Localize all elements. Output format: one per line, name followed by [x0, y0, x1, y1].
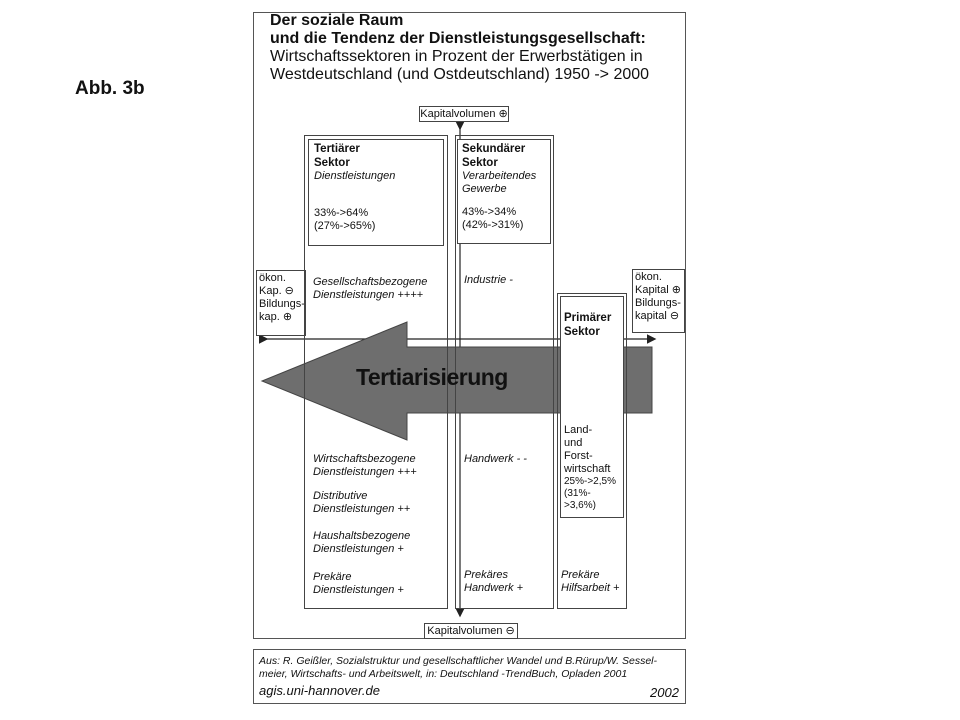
- axis-top-label: Kapitalvolumen ⊕: [420, 108, 508, 120]
- secondary-item-3: [464, 569, 552, 595]
- tertiary-item-3-line-2: Dienstleistungen ++: [313, 503, 411, 515]
- primary-value-east: (31%->3,6%): [564, 488, 596, 511]
- axis-right-line-1: ökon.: [635, 271, 662, 283]
- secondary-subtitle-2: Gewerbe: [462, 183, 507, 195]
- secondary-title-1: Sekundärer: [462, 143, 526, 155]
- axis-right-line-4: kapital ⊖: [635, 310, 680, 322]
- axis-right-label: [632, 269, 685, 333]
- tertiary-item-3: [313, 490, 445, 516]
- tertiary-item-1: [313, 276, 445, 302]
- axis-left-line-1: ökon.: [259, 272, 286, 284]
- title-line-4: Westdeutschland (und Ostdeutschland) 1950 -> 2000: [270, 66, 650, 83]
- tertiary-item-4-line-1: Haushaltsbezogene: [313, 530, 411, 542]
- source-citation: Aus: R. Geißler, Sozialstruktur und gesellschaftlicher Wandel und B.Rürup/W. Sessel-meier, Wirtschafts- und Arbeitswelt, in: Deutschland -TrendBuch, Opladen 2001: [259, 655, 658, 680]
- primary-item-1-line-1: Prekäre: [561, 569, 600, 581]
- axis-right-line-2: Kapital ⊕: [635, 284, 681, 296]
- tertiary-item-2: [313, 453, 445, 479]
- tertiary-item-5-line-2: Dienstleistungen +: [313, 584, 404, 596]
- secondary-item-2: Handwerk - -: [464, 453, 527, 465]
- primary-title-2: Sektor: [564, 325, 600, 338]
- source-year: 2002: [650, 685, 679, 700]
- title-line-3: Wirtschaftssektoren in Prozent der Erwerbstätigen in: [270, 48, 643, 65]
- secondary-value-east: (42%->31%): [462, 219, 524, 231]
- axis-bottom-label: Kapitalvolumen ⊖: [424, 623, 518, 639]
- secondary-item-3-line-2: Handwerk +: [464, 582, 524, 594]
- secondary-value-west: 43%->34%: [462, 206, 517, 218]
- primary-header-box: [560, 296, 624, 518]
- tertiary-subtitle: Dienstleistungen: [314, 170, 396, 182]
- figure-label: Abb. 3b: [75, 78, 145, 99]
- primary-value-west: 25%->2,5%: [564, 476, 616, 487]
- title-line-1: Der soziale Raum: [270, 12, 404, 29]
- axis-right-line-3: Bildungs-: [635, 297, 681, 309]
- tertiary-value-west: 33%->64%: [314, 207, 369, 219]
- axis-left-line-4: kap. ⊕: [259, 311, 293, 323]
- secondary-subtitle-1: Verarbeitendes: [462, 170, 537, 182]
- secondary-header-box: [457, 139, 551, 244]
- tertiary-item-2-line-1: Wirtschaftsbezogene: [313, 453, 416, 465]
- primary-title-1: Primärer: [564, 312, 612, 324]
- tertiary-item-2-line-2: Dienstleistungen +++: [313, 466, 417, 478]
- tertiary-item-1-line-1: Gesellschaftsbezogene: [313, 276, 428, 288]
- tertiary-item-5-line-1: Prekäre: [313, 571, 352, 583]
- tertiary-item-1-line-2: Dienstleistungen ++++: [313, 289, 424, 301]
- axis-left-label: [256, 270, 306, 336]
- tertiary-item-4: [313, 530, 445, 556]
- tertiary-item-4-line-2: Dienstleistungen +: [313, 543, 404, 555]
- tertiary-value-east: (27%->65%): [314, 220, 376, 232]
- primary-subtitle-3: Forst-: [564, 450, 593, 462]
- tertiary-item-5: [313, 571, 445, 597]
- title-line-2: und die Tendenz der Dienstleistungsgesellschaft:: [270, 30, 646, 47]
- tertiary-header-box: [308, 139, 444, 246]
- tertiary-title-2: Sektor: [314, 156, 350, 169]
- primary-subtitle-1: Land-: [564, 424, 593, 436]
- secondary-item-3-line-1: Prekäres: [464, 569, 509, 581]
- primary-item-1: [561, 569, 629, 595]
- tertiary-title-1: Tertiärer: [314, 143, 360, 155]
- tertiary-item-3-line-1: Distributive: [313, 490, 368, 502]
- secondary-item-1: Industrie -: [464, 274, 513, 286]
- secondary-title-2: Sektor: [462, 156, 498, 169]
- source-url: agis.uni-hannover.de: [259, 683, 380, 698]
- primary-subtitle-2: und: [564, 437, 583, 449]
- primary-subtitle-4: wirtschaft: [564, 463, 611, 475]
- tertiarisierung-label: Tertiarisierung: [356, 364, 508, 390]
- axis-left-line-2: Kap. ⊖: [259, 285, 294, 297]
- primary-item-1-line-2: Hilfsarbeit +: [561, 582, 620, 594]
- axis-left-line-3: Bildungs-: [259, 298, 305, 310]
